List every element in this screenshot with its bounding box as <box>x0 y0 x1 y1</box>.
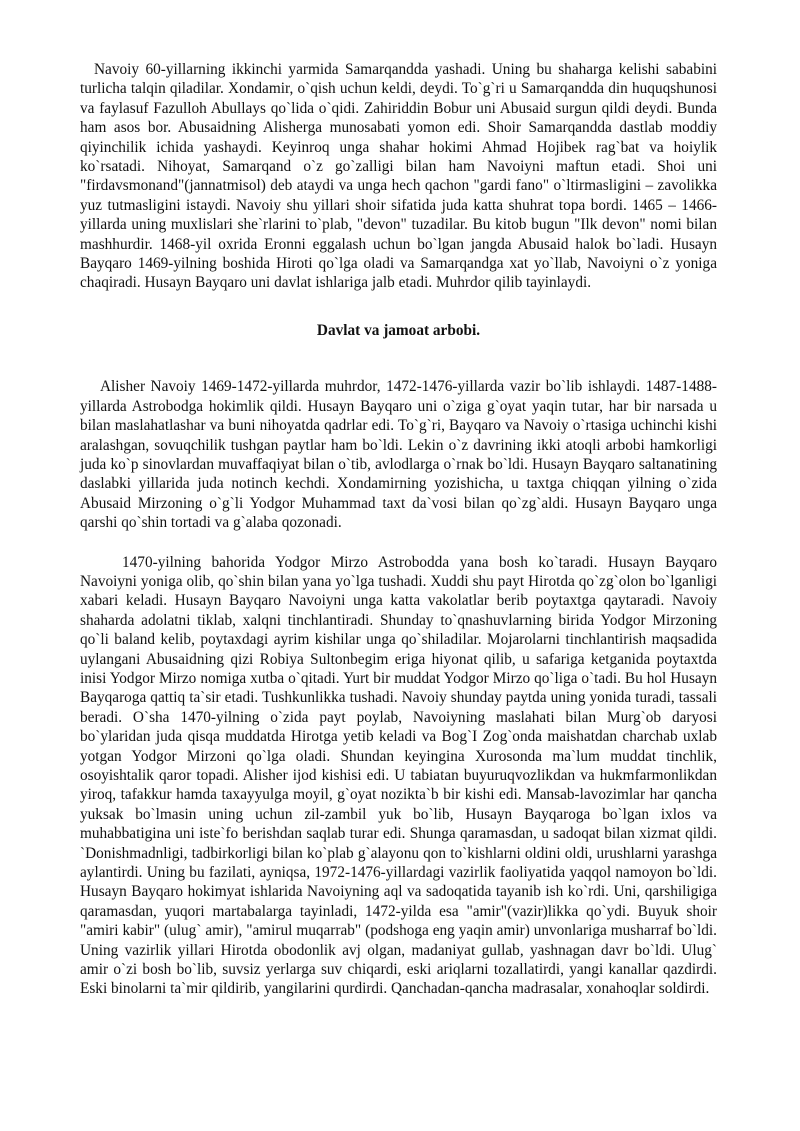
paragraph-samarkand-years: Navoiy 60-yillarning ikkinchi yarmida Samarqandda yashadi. Uning bu shaharga kelishi sababini turlicha talqin qiladilar. Xondamir, o`qish uchun keldi, deydi. To`g`ri u Samarqandda din huquqshunosi va faylasuf Fazulloh Abullays qo`lida o`qidi. Zahiriddin Bobur uni Abusaid surgun qildi deydi. Bunda ham asos bor. Abusaidning Alisherga munosabati yomon edi. Shoir Samarqandda dastlab moddiy qiyinchilik ichida yashaydi. Keyinroq unga shahar hokimi Ahmad Hojibek rag`bat va hoiylik ko`rsatadi. Nihoyat, Samarqand o`z go`zalligi bilan ham Navoiyni maftun etadi. Shoi uni "firdavsmonand"(jannatmisol) deb ataydi va unga hech qachon "gardi fano" o`ltirmasligini – zavolikka yuz tutmasligini istaydi. Navoiy shu yillari shoir sifatida juda katta shuhrat topa bordi. 1465 – 1466-yillarda uning muxlislari she`rlarini to`plab, "devon" tuzadilar. Bu kitob bugun "Ilk devon" nomi bilan mashhurdir. 1468-yil oxrida Eronni eggalash uchun bo`lgan jangda Abusaid halok bo`ladi. Husayn Bayqaro 1469-yilning boshida Hiroti qo`lga oladi va Samarqandga xat yo`llab, Navoiyni o`z yoniga chaqiradi. Husayn Bayqaro uni davlat ishlariga jalb etadi. Muhrdor qilib tayinlaydi. <box>80 61 717 292</box>
section-heading: Davlat va jamoat arbobi. <box>316 321 481 339</box>
paragraph-yodgor-mirzo-revolt: 1470-yilning bahorida Yodgor Mirzo Astrobodda yana bosh ko`taradi. Husayn Bayqaro Navoiyni yoniga olib, qo`shin bilan yana yo`lga tushadi. Xuddi shu payt Hirotda qo`zg`olon bo`lganligi xabari keladi. Husayn Bayqaro Navoiyni unga katta vakolatlar berib poytaxtga qaytaradi. Navoiy shaharda adolatni tiklab, xalqni tinchlantiradi. Shunday to`qnashuvlarning birida Yodgor Mirzoning qo`li baland kelib, poytaxdagi ayrim kishilar unga qo`shiladilar. Mojarolarni tinchlantirish maqsadida uylangani Abusaidning qizi Robiya Sultonbegim eriga hiyonat qilib, u safariga ketganida poytaxtda inisi Yodgor Mirzo nomiga xutba o`qitadi. Yurt bir muddat Yodgor Mirzo qo`liga o`tadi. Bu hol Husayn Bayqaroga qattiq ta`sir etadi. Tushkunlikka tushadi. Navoiy shunday paytda uning yonida turadi, tassali beradi. O`sha 1470-yilning o`zida payt poylab, Navoiyning maslahati bilan Murg`ob daryosi bo`ylaridan juda qisqa muddatda Hirotga yetib keladi va Bog`I Zog`onda maishatdan charchab uxlab yotgan Yodgor Mirzoni qo`lga oladi. Shundan keyingina Xurosonda ma`lum muddat tinchlik, osoyishtalik qaror topadi. Alisher ijod kishisi edi. U tabiatan buyuruqvozlikdan va hukmfarmonlikdan yiroq, tafakkur hamda taxayyulga moyil, g`oyat nozikta`b bir kishi edi. Mansab-lavozimlar har qancha yuksak bo`lmasin uning uchun zil-zambil yuk bo`lib, Husayn Bayqaroga bo`lgan ixlos va muhabbatigina uni iste`fo berishdan saqlab turar edi. Shunga qaramasdan, u sadoqat bilan xizmat qildi. `Donishmadnligi, tadbirkorligi bilan ko`plab g`alayonu qon to`kishlarni oldini oldi, urushlarni yarashga aylantirdi. Uning bu fazilati, ayniqsa, 1972-1476-yillardagi vazirlik faoliyatida yaqqol namoyon bo`ldi. Husayn Bayqaro hokimyat ishlarida Navoiyning aql va sadoqatida tayanib ish ko`rdi. Uni, qarshiligiga qaramasdan, yuqori martabalarga tayinladi, 1472-yilda esa "amir"(vazir)likka qo`ydi. Buyuk shoir "amiri kabir" (ulug` amir), "amirul muqarrab" (podshoga eng yaqin amir) unvonlariga musharraf bo`ldi. Uning vazirlik yillari Hirotda obodonlik avj olgan, madaniyat gullab, yashnagan davr bo`ldi. Ulug` amir o`zi bosh bo`lib, suvsiz yerlarga suv chiqardi, eski ariqlarni tozallatirdi, yangi kanallar qazdirdi. Eski binolarni ta`mir qildirib, yangilarini qurdirdi. Qanchadan-qancha madrasalar, xonahoqlar soldirdi. <box>80 553 717 998</box>
paragraph-state-official: Alisher Navoiy 1469-1472-yillarda muhrdor, 1472-1476-yillarda vazir bo`lib ishlaydi. 1487-1488-yillarda Astrobodga hokimlik qildi. Husayn Bayqaro uni o`ziga g`oyat yaqin tutar, har bir narsada u bilan maslahatlashar va buni nihoyatda qadrlar edi. To`g`ri, Bayqaro va Navoiy o`rtasiga uchinchi kishi aralashgan, sovuqchilik tushgan paytlar ham bo`ldi. Lekin o`z davrining ikki atoqli arbobi hamkorligi juda ko`p sinovlardan muvaffaqiyat bilan o`tib, avlodlarga o`rnak bo`ldi. Husayn Bayqaro saltanatining daslabki yillarida juda notinch kechdi. Xondamirning yozishicha, u taxtga chiqqan yilning o`zida Abusaid Mirzoning o`g`li Yodgor Muhammad taxt da`vosi bilan qo`zg`aldi. Husayn Bayqaro unga qarshi qo`shin tortadi va g`alaba qozonadi. <box>80 378 717 532</box>
document-page <box>80 60 717 999</box>
